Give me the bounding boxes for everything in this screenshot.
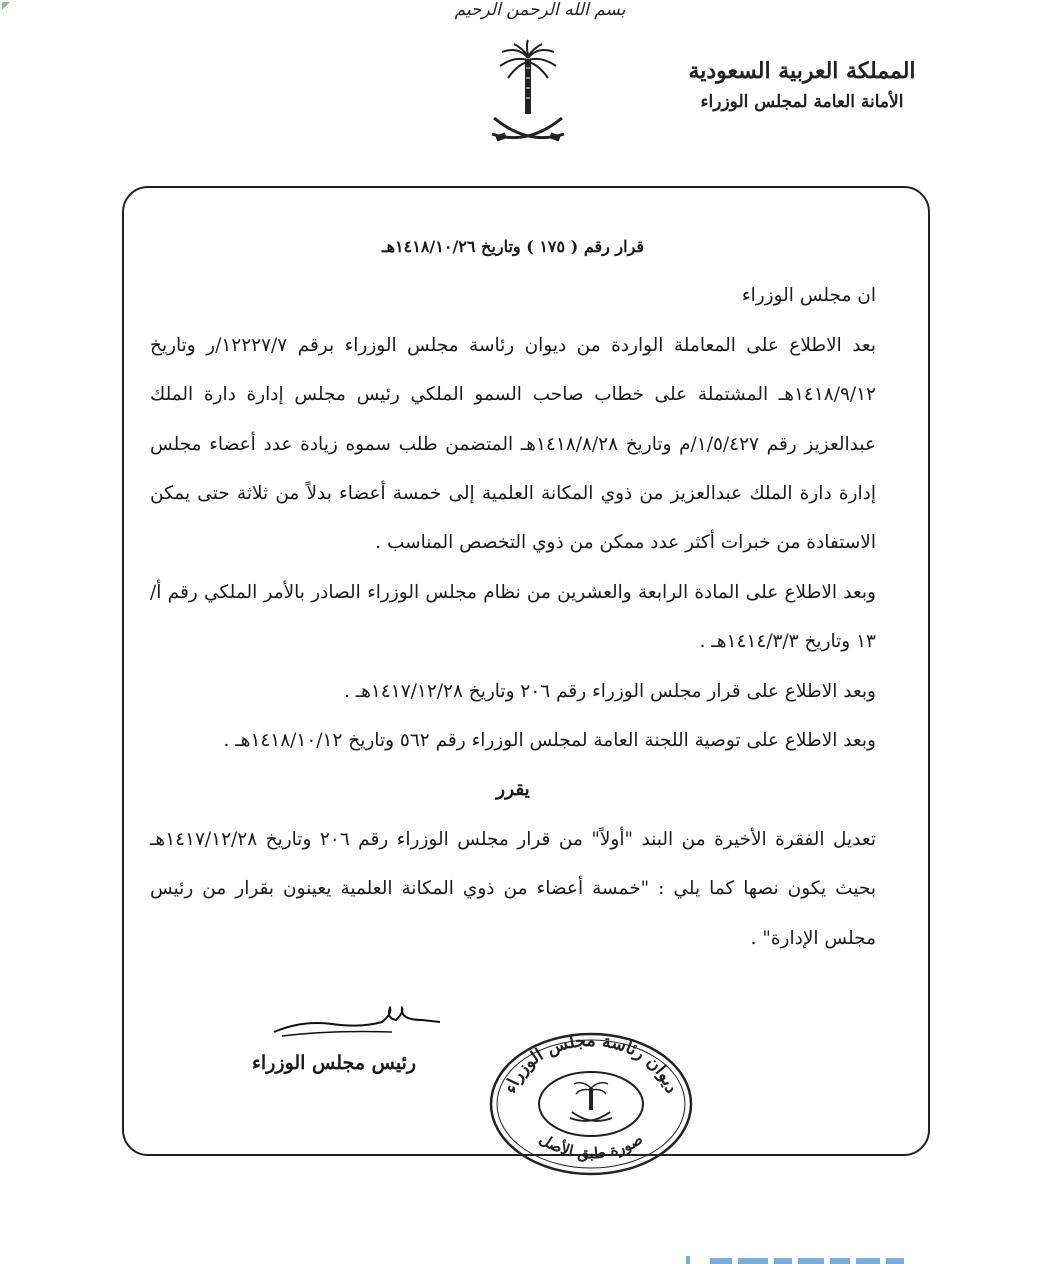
paragraph-reference-4: وبعد الاطلاع على توصية اللجنة العامة لمجلس الوزراء رقم ٥٦٢ وتاريخ ١٤١٨/١٠/١٢هـ . xyxy=(223,730,876,752)
decision-body xyxy=(150,222,876,963)
svg-text:صورة طبق الأصل xyxy=(536,1130,646,1163)
government-letterhead xyxy=(672,58,932,112)
corner-mark xyxy=(0,0,18,18)
handwritten-signature xyxy=(272,1006,442,1048)
paragraph-reference-2: وبعد الاطلاع على المادة الرابعة والعشرين من نظام مجلس الوزراء الصادر بالأمر الملكي رقم أ/١٣ وتاريخ ١٤١٤/٣/٣هـ . xyxy=(150,581,876,653)
svg-text:ديوان رئاسة مجلس الوزراء xyxy=(501,1031,682,1096)
basmala: بسم الله الرحمن الرحيم xyxy=(454,0,626,20)
seal-emblem-icon xyxy=(570,1083,612,1121)
paragraph-reference-3: وبعد الاطلاع على قرار مجلس الوزراء رقم ٢٠٦ وتاريخ ١٤١٧/١٢/٢٨هـ . xyxy=(343,680,876,702)
decides-heading: يقرر xyxy=(496,779,530,801)
resolution-text: تعديل الفقرة الأخيرة من البند "أولاً" من قرار مجلس الوزراء رقم ٢٠٦ وتاريخ ١٤١٧/١٢/٢٨هـ بحيث يكون نصها كما يلي : "خمسة أعضاء من ذوي المكانة العلمية يعينون بقرار من رئيس مجلس الإدارة" . xyxy=(150,828,876,949)
signature-title: رئيس مجلس الوزراء xyxy=(252,1052,417,1074)
seal-top-text: ديوان رئاسة مجلس الوزراء xyxy=(500,1031,682,1096)
footer-print-marks xyxy=(680,1250,940,1264)
opening-line: ان مجلس الوزراء xyxy=(741,285,876,307)
secretariat-name: الأمانة العامة لمجلس الوزراء xyxy=(700,92,904,112)
seal-bottom-text: صورة طبق الأصل xyxy=(536,1129,646,1163)
palm-swords-emblem-icon xyxy=(488,38,568,158)
decision-number-line: قرار رقم ( ١٧٥ ) وتاريخ ١٤١٨/١٠/٢٦هـ xyxy=(381,237,645,256)
kingdom-name: المملكة العربية السعودية xyxy=(688,58,916,84)
official-seal-stamp xyxy=(488,1030,694,1178)
paragraph-reference-1: بعد الاطلاع على المعاملة الواردة من ديوان رئاسة مجلس الوزراء برقم ١٢٢٢٧/٧/ر وتاريخ ١٤١٨/٩/١٢هـ المشتملة على خطاب صاحب السمو الملكي رئيس مجلس إدارة دارة الملك عبدالعزيز رقم ١/٥/٤٢٧/م وتاريخ ١٤١٨/٨/٢٨هـ المتضمن طلب سموه زيادة عدد أعضاء مجلس إدارة دارة الملك عبدالعزيز من ذوي المكانة العلمية إلى خمسة أعضاء بدلاً من ثلاثة حتى يمكن الاستفادة من خبرات أكثر عدد ممكن من ذوي التخصص المناسب . xyxy=(150,334,876,554)
